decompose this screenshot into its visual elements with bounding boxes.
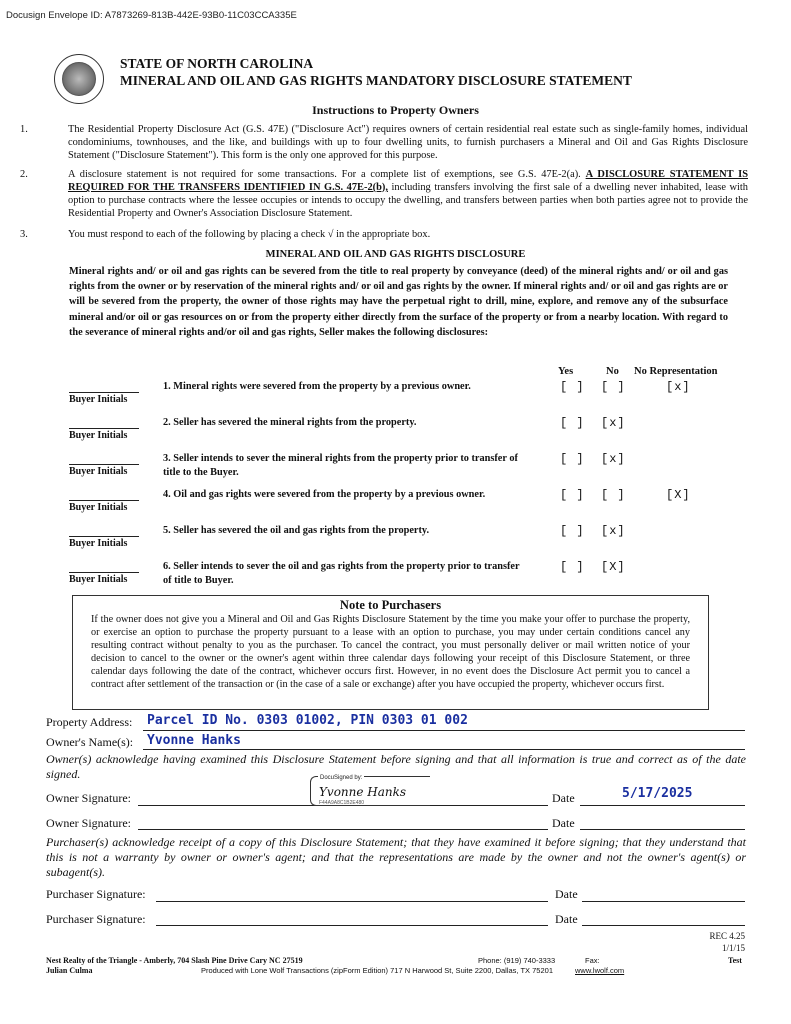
- question-text: 2. Seller has severed the mineral rights from the property.: [163, 417, 417, 428]
- purchaser-signature-line[interactable]: [156, 901, 548, 902]
- yes-checkbox[interactable]: [ ]: [560, 488, 585, 502]
- owner-acknowledgement: Owner(s) acknowledge having examined this Disclosure Statement before signing and that all information is true and correct as of the date signed.: [46, 752, 746, 781]
- signature-image: Yvonne Hanks: [319, 785, 407, 799]
- question-text: 6. Seller intends to sever the oil and gas rights from the property prior to transfer of title to Buyer.: [163, 561, 520, 586]
- column-yes: Yes: [558, 366, 574, 377]
- signature-id: F44A9A8C1B2E480: [319, 800, 365, 806]
- question-row: [0, 560, 791, 596]
- buyer-initials-label: Buyer Initials: [69, 430, 128, 441]
- docusign-signature[interactable]: [310, 776, 430, 806]
- purchaser-signature-line-2[interactable]: [156, 925, 548, 926]
- yes-checkbox[interactable]: [ ]: [560, 380, 585, 394]
- owner-date-input[interactable]: 5/17/2025: [622, 786, 693, 801]
- buyer-initials-line[interactable]: [69, 464, 139, 465]
- owner-name-input[interactable]: Yvonne Hanks: [147, 733, 241, 748]
- instruction-text: The Residential Property Disclosure Act (G.S. 47E) ("Disclosure Act") requires owners of certain residential real estate such as single-family homes, individual condominiums, townhouses, and the like, and buildings with up to four dwelling units, to furnish purchasers a Mineral and Oil and Gas Rights Disclosure Statement ("Disclosure Statement"). This form is the only one approved for this purpose.: [68, 124, 748, 161]
- property-address-input[interactable]: Parcel ID No. 0303 01002, PIN 0303 01 002: [147, 713, 468, 728]
- purchaser-acknowledgement: Purchaser(s) acknowledge receipt of a copy of this Disclosure Statement; that they have examined it before signing; that they understand that this is not a warranty by owner or owner's agent; and that the representations are made by the owner and not the owner's agent(s) or subagent(s).: [46, 835, 746, 879]
- owner-signature-label: Owner Signature:: [46, 791, 131, 805]
- owner-name-label: Owner's Name(s):: [46, 735, 134, 749]
- no-representation-checkbox[interactable]: [x]: [666, 380, 691, 394]
- envelope-id: Docusign Envelope ID: A7873269-813B-442E-93B0-11C03CCA335E: [6, 10, 297, 21]
- owner-date-line: [580, 805, 745, 806]
- yes-checkbox[interactable]: [ ]: [560, 560, 585, 574]
- purchaser-signature-label-2: Purchaser Signature:: [46, 912, 146, 926]
- instructions-title: Instructions to Property Owners: [312, 103, 479, 117]
- buyer-initials-label: Buyer Initials: [69, 502, 128, 513]
- disclosure-title: MINERAL AND OIL AND GAS RIGHTS DISCLOSURE: [265, 249, 526, 260]
- note-body: If the owner does not give you a Mineral and Oil and Gas Rights Disclosure Statement by the time you make your offer to purchase the property, or exercise an option to purchase the property pursuant to a lease with an option to purchase, you may under certain conditions cancel any resulting contract without penalty to you as the purchaser. To cancel the contract, you must personally deliver or mail written notice of your decision to cancel to the owner or the owner's agent within three calendar days following your receipt of this Disclosure Statement, or three calendar days following the date of the contract, whichever occurs first. However, in no event does the Disclosure Act permit you to cancel a contract after settlement of the transaction or (in the case of a sale or exchange) after you have occupied the property, whichever occurs first.: [91, 614, 690, 691]
- instruction-text: [68, 168, 748, 220]
- buyer-initials-line[interactable]: [69, 392, 139, 393]
- property-address-label: Property Address:: [46, 715, 133, 729]
- purchaser-signature-label: Purchaser Signature:: [46, 887, 146, 901]
- buyer-initials-label: Buyer Initials: [69, 538, 128, 549]
- owner-signature-line-2[interactable]: [138, 829, 548, 830]
- column-no: No: [606, 366, 619, 377]
- no-checkbox[interactable]: [ ]: [601, 488, 626, 502]
- state-seal-icon: [54, 54, 104, 104]
- instruction-item-1: [20, 123, 748, 162]
- yes-checkbox[interactable]: [ ]: [560, 524, 585, 538]
- instruction-number: 2.: [20, 169, 28, 180]
- fax-info: Fax:: [585, 956, 600, 965]
- question-row: [0, 380, 791, 416]
- agent-name: Julian Culma: [46, 966, 93, 975]
- buyer-initials-label: Buyer Initials: [69, 466, 128, 477]
- no-checkbox[interactable]: [x]: [601, 452, 626, 466]
- question-text: 3. Seller intends to sever the mineral rights from the property prior to transfer of title to the Buyer.: [163, 453, 518, 478]
- owner-name-line: [143, 749, 745, 750]
- instruction-number: 1.: [20, 124, 28, 135]
- no-checkbox[interactable]: [x]: [601, 416, 626, 430]
- instruction-emphasis: A DISCLOSURE STATEMENT IS REQUIRED FOR THE TRANSFERS IDENTIFIED IN G.S. 47E-2(b),: [68, 169, 748, 193]
- buyer-initials-line[interactable]: [69, 572, 139, 573]
- buyer-initials-label: Buyer Initials: [69, 394, 128, 405]
- question-row: [0, 416, 791, 452]
- brokerage-info: Nest Realty of the Triangle - Amberly, 704 Slash Pine Drive Cary NC 27519: [46, 956, 303, 965]
- no-checkbox[interactable]: [X]: [601, 560, 626, 574]
- form-code: REC 4.25: [709, 931, 745, 941]
- question-text: 1. Mineral rights were severed from the property by a previous owner.: [163, 381, 471, 392]
- owner-signature-label-2: Owner Signature:: [46, 816, 131, 830]
- test-label: Test: [728, 956, 742, 965]
- instruction-text-a: A disclosure statement is not required for some transactions. For a complete list of exemptions, see G.S. 47E-2(a).: [68, 169, 586, 180]
- produced-by: Produced with Lone Wolf Transactions (zipForm Edition) 717 N Harwood St, Suite 2200, Dallas, TX 75201: [201, 966, 553, 975]
- phone-info: Phone: (919) 740-3333: [478, 956, 556, 965]
- instruction-text: You must respond to each of the following by placing a check √ in the appropriate box.: [68, 229, 431, 240]
- instruction-item-2: [20, 168, 748, 220]
- owner-date-label-2: Date: [552, 816, 575, 830]
- buyer-initials-line[interactable]: [69, 428, 139, 429]
- purchaser-date-label-2: Date: [555, 912, 578, 926]
- no-representation-checkbox[interactable]: [X]: [666, 488, 691, 502]
- disclosure-intro: Mineral rights and/ or oil and gas rights can be severed from the title to real property by conveyance (deed) of the mineral rights and/ or oil and gas rights from the owner or by reservation of the mineral rights and/ or oil and gas rights by the owner. If mineral rights and/ or oil and gas rights are or will be severed from the property, the owner of those rights may have the perpetual right to drill, mine, explore, and remove any of the subsurface mineral and/or oil or gas resources on or from the property either directly from the surface of the property or from a nearby location. With regard to the severance of mineral rights and/or oil and gas rights, Seller makes the following disclosures:: [69, 266, 728, 338]
- buyer-initials-line[interactable]: [69, 536, 139, 537]
- purchaser-date-line[interactable]: [582, 901, 745, 902]
- yes-checkbox[interactable]: [ ]: [560, 452, 585, 466]
- owner-date-label: Date: [552, 791, 575, 805]
- purchaser-date-line-2[interactable]: [582, 925, 745, 926]
- yes-checkbox[interactable]: [ ]: [560, 416, 585, 430]
- website-link[interactable]: www.lwolf.com: [575, 966, 625, 975]
- docusign-label: DocuSigned by:: [320, 775, 363, 781]
- purchaser-date-label: Date: [555, 887, 578, 901]
- question-row: [0, 452, 791, 488]
- note-title: Note to Purchasers: [339, 598, 442, 612]
- no-checkbox[interactable]: [x]: [601, 524, 626, 538]
- note-to-purchasers: [72, 595, 709, 710]
- instruction-item-3: [20, 228, 748, 241]
- column-no-representation: No Representation: [634, 366, 718, 377]
- question-row: [0, 524, 791, 560]
- form-date: 1/1/15: [721, 943, 745, 953]
- form-title: MINERAL AND OIL AND GAS RIGHTS MANDATORY DISCLOSURE STATEMENT: [120, 73, 632, 88]
- owner-date-line-2[interactable]: [580, 829, 745, 830]
- question-text: 4. Oil and gas rights were severed from the property by a previous owner.: [163, 489, 486, 500]
- no-checkbox[interactable]: [ ]: [601, 380, 626, 394]
- property-address-line: [143, 730, 745, 731]
- instruction-text-c: including transfers involving the first sale of a dwelling never inhabited, lease with option to purchase contracts where the lessee occupies or intends to occupy the dwelling, and transfers between parties when both parties agree not to provide the Residential Property and Owner's Association Disclosure Statement.: [68, 182, 748, 219]
- question-text: 5. Seller has severed the oil and gas rights from the property.: [163, 525, 430, 536]
- buyer-initials-label: Buyer Initials: [69, 574, 128, 585]
- buyer-initials-line[interactable]: [69, 500, 139, 501]
- instruction-number: 3.: [20, 229, 28, 240]
- question-row: [0, 488, 791, 524]
- state-title: STATE OF NORTH CAROLINA: [120, 56, 314, 71]
